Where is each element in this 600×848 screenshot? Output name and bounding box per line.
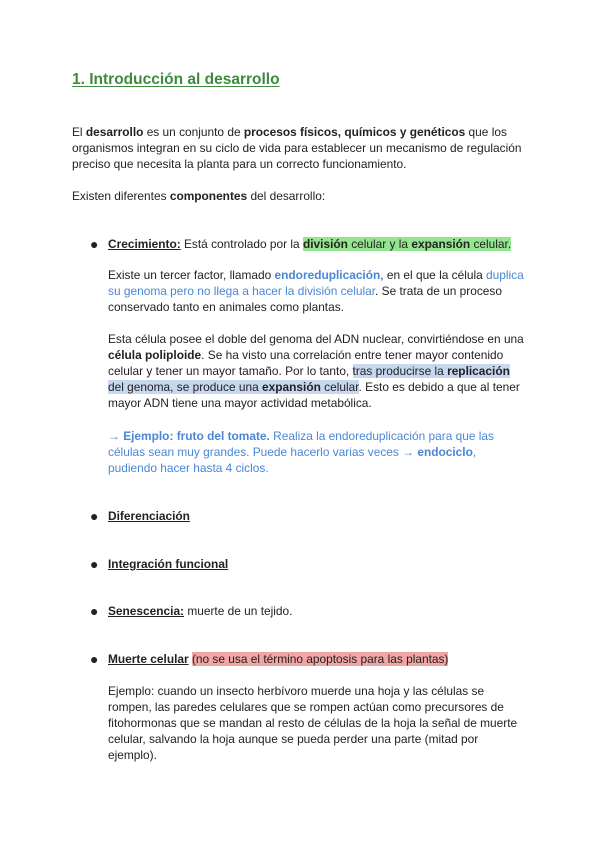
list-item-muerte-celular: Muerte celular (no se usa el término apoptosis para las plantas): [108, 652, 449, 666]
intro-paragraph: El desarrollo es un conjunto de procesos físicos, químicos y genéticos que los organismos integran en su ciclo de vida para establecer un mecanismo de regulación preciso que necesita la planta para un correcto funcionamiento.: [72, 125, 522, 171]
tomato-example-paragraph: → Ejemplo: fruto del tomate. Realiza la endoreduplicación para que las células sean muy grandes. Puede hacerlo varias veces → endociclo, pudiendo hacer hasta 4 ciclos.: [108, 429, 494, 475]
bullet-integracion: ●: [90, 556, 99, 572]
bullet-muerte-celular: ●: [90, 651, 99, 667]
list-item-senescencia: Senescencia: muerte de un tejido.: [108, 604, 293, 618]
list-item-integracion: Integración funcional: [108, 557, 229, 571]
section-title: 1. Introducción al desarrollo: [72, 71, 280, 88]
example-cell-death-paragraph: Ejemplo: cuando un insecto herbívoro muerde una hoja y las células se rompen, las paredes celulares que se rompen actúan como precursores de fitohormonas que se mandan al resto de células de la hoja la señal de muerte celular, salvando la hoja aunque se pueda perder una parte (mitad por ejemplo).: [108, 684, 518, 762]
bullet-diferenciacion: ●: [90, 508, 99, 524]
components-intro: Existen diferentes componentes del desarrollo:: [72, 189, 326, 203]
bullet-crecimiento: ●: [90, 236, 99, 252]
polyploid-paragraph: Esta célula posee el doble del genoma del ADN nuclear, convirtiéndose en una célula poliploide. Se ha visto una correlación entre tener mayor contenido celular y tener un mayor tamaño. Por lo tanto, tras producirse la replicación del genoma, se produce una expansión celular. Esto es debido a que al tener mayor ADN tiene una mayor actividad metabólica.: [108, 332, 524, 410]
endoreduplication-paragraph: Existe un tercer factor, llamado endoreduplicación, en el que la célula duplica su genoma pero no llega a hacer la división celular. Se trata de un proceso conservado tanto en animales como plantas.: [108, 268, 524, 314]
list-item-crecimiento: Crecimiento: Está controlado por la división celular y la expansión celular.: [108, 237, 512, 251]
bullet-senescencia: ●: [90, 603, 99, 619]
list-item-diferenciacion: Diferenciación: [108, 509, 190, 523]
